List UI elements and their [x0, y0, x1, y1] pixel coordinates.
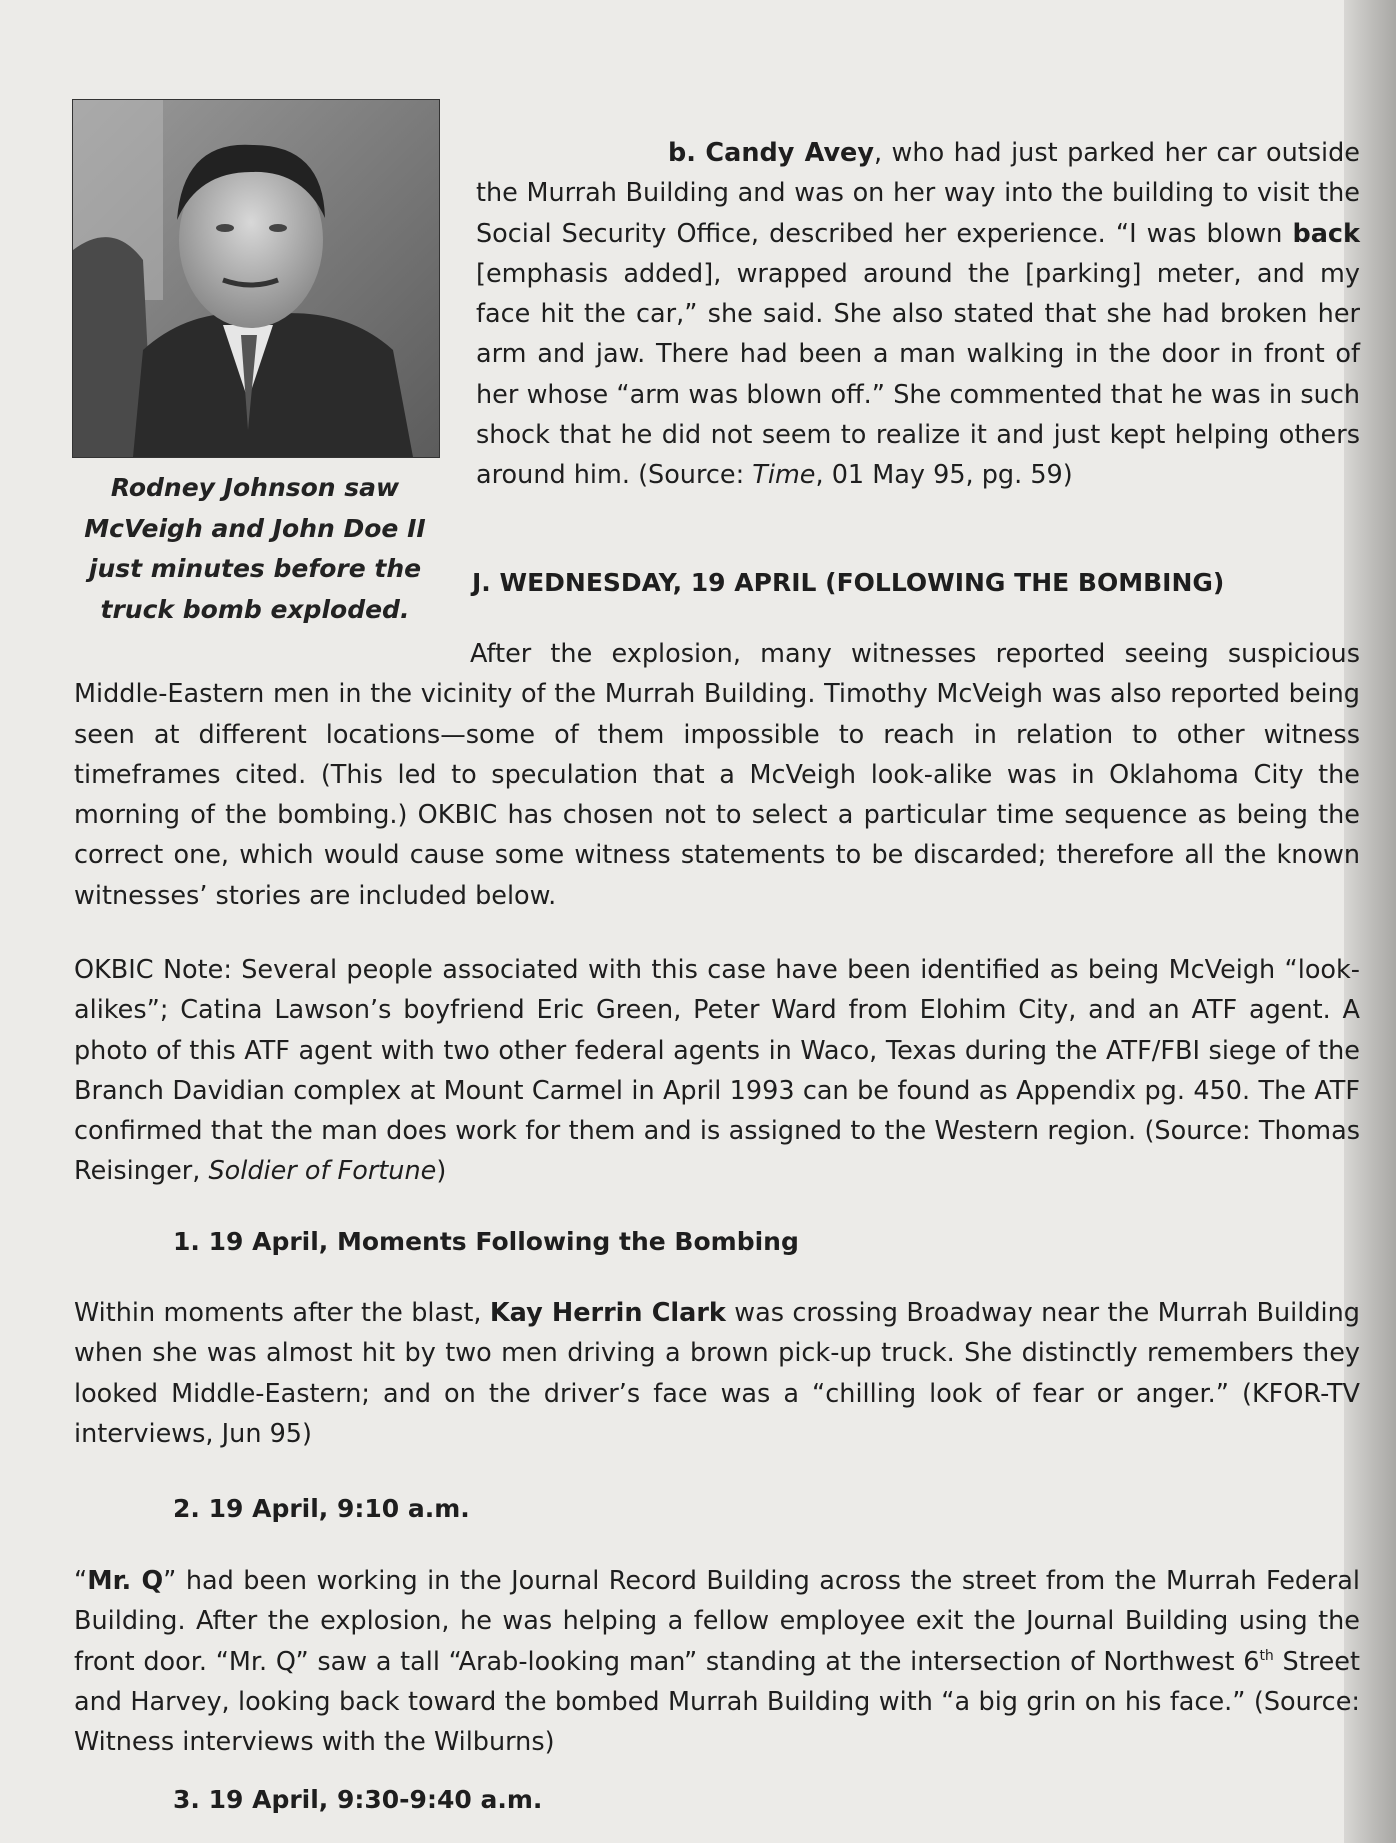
photo-caption — [80, 468, 430, 630]
witness-name: Candy Avey — [705, 138, 874, 168]
item-1-heading: 1. 19 April, Moments Following the Bombing — [173, 1227, 799, 1256]
section-j-body: After the explosion, many witnesses reported seeing suspicious Middle-Eastern men in the vicinity of the Murrah Building. Timothy McVeigh was also reported being seen at different locations—some of them impossible to reach in relation to other witness timeframes cited. (This led to speculation that a McVeigh look-alike was in Oklahoma City the morning of the bombing.) OKBIC has chosen not to select a particular time sequence as being the correct one, which would cause some witness statements to be discarded; therefore all the known witnesses’ stories are included below. — [74, 639, 1360, 911]
item-2-body: “Mr. Q” had been working in the Journal Record Building across the street from the Murrah Federal Building. After the explosion, he was helping a fellow employee exit the Journal Building using the front door. “Mr. Q” saw a tall “Arab-looking man” standing at the intersection of Northwest 6th Street and Harvey, looking back toward the bombed Murrah Building with “a big grin on his face.” (Source: Witness interviews with the Wilburns) — [74, 1566, 1361, 1758]
photo-rodney-johnson — [72, 99, 440, 458]
candy-avey-paragraph: b. Candy Avey, who had just parked her car outside the Murrah Building and was on her way into the building to visit the Social Security Office, described her experience. “I was blown back [emphasis added], wrapped around the [parking] meter, and my face hit the car,” she said. She also stated that she had broken her arm and jaw. There had been a man walking in the door in front of her whose “arm was blown off.” She commented that he was in such shock that he did not seem to realize it and just kept helping others around him. (Source: Time, 01 May 95, pg. 59) — [476, 138, 1360, 491]
witness-name: Mr. Q — [87, 1566, 164, 1596]
item-1-body: Within moments after the blast, Kay Herrin Clark was crossing Broadway near the Murrah Building when she was almost hit by two men driving a brown pick-up truck. She distinctly remembers they looked Middle-Eastern; and on the driver’s face was a “chilling look of fear or anger.” (KFOR-TV interviews, Jun 95) — [74, 1298, 1360, 1449]
item-marker: b. — [668, 138, 696, 168]
section-heading-j: J. WEDNESDAY, 19 APRIL (FOLLOWING THE BOMBING) — [472, 568, 1225, 597]
caption-line: McVeigh and John Doe II — [84, 513, 426, 543]
item-2-heading: 2. 19 April, 9:10 a.m. — [173, 1494, 470, 1523]
okbic-note: OKBIC Note: Several people associated with this case have been identified as being McVeigh “look-alikes”; Catina Lawson’s boyfriend Eric Green, Peter Ward from Elohim City, and an ATF agent. A photo of this ATF agent with two other federal agents in Waco, Texas during the ATF/FBI siege of the Branch Davidian complex at Mount Carmel in April 1993 can be found as Appendix pg. 450. The ATF confirmed that the man does work for them and is assigned to the Western region. (Source: Thomas Reisinger, Soldier of Fortune) — [74, 955, 1360, 1187]
caption-line: truck bomb exploded. — [100, 594, 410, 624]
witness-name: Kay Herrin Clark — [489, 1298, 726, 1328]
caption-line: just minutes before the — [88, 554, 422, 583]
item-3-heading: 3. 19 April, 9:30-9:40 a.m. — [173, 1785, 543, 1814]
caption-line: Rodney Johnson saw — [110, 473, 400, 502]
